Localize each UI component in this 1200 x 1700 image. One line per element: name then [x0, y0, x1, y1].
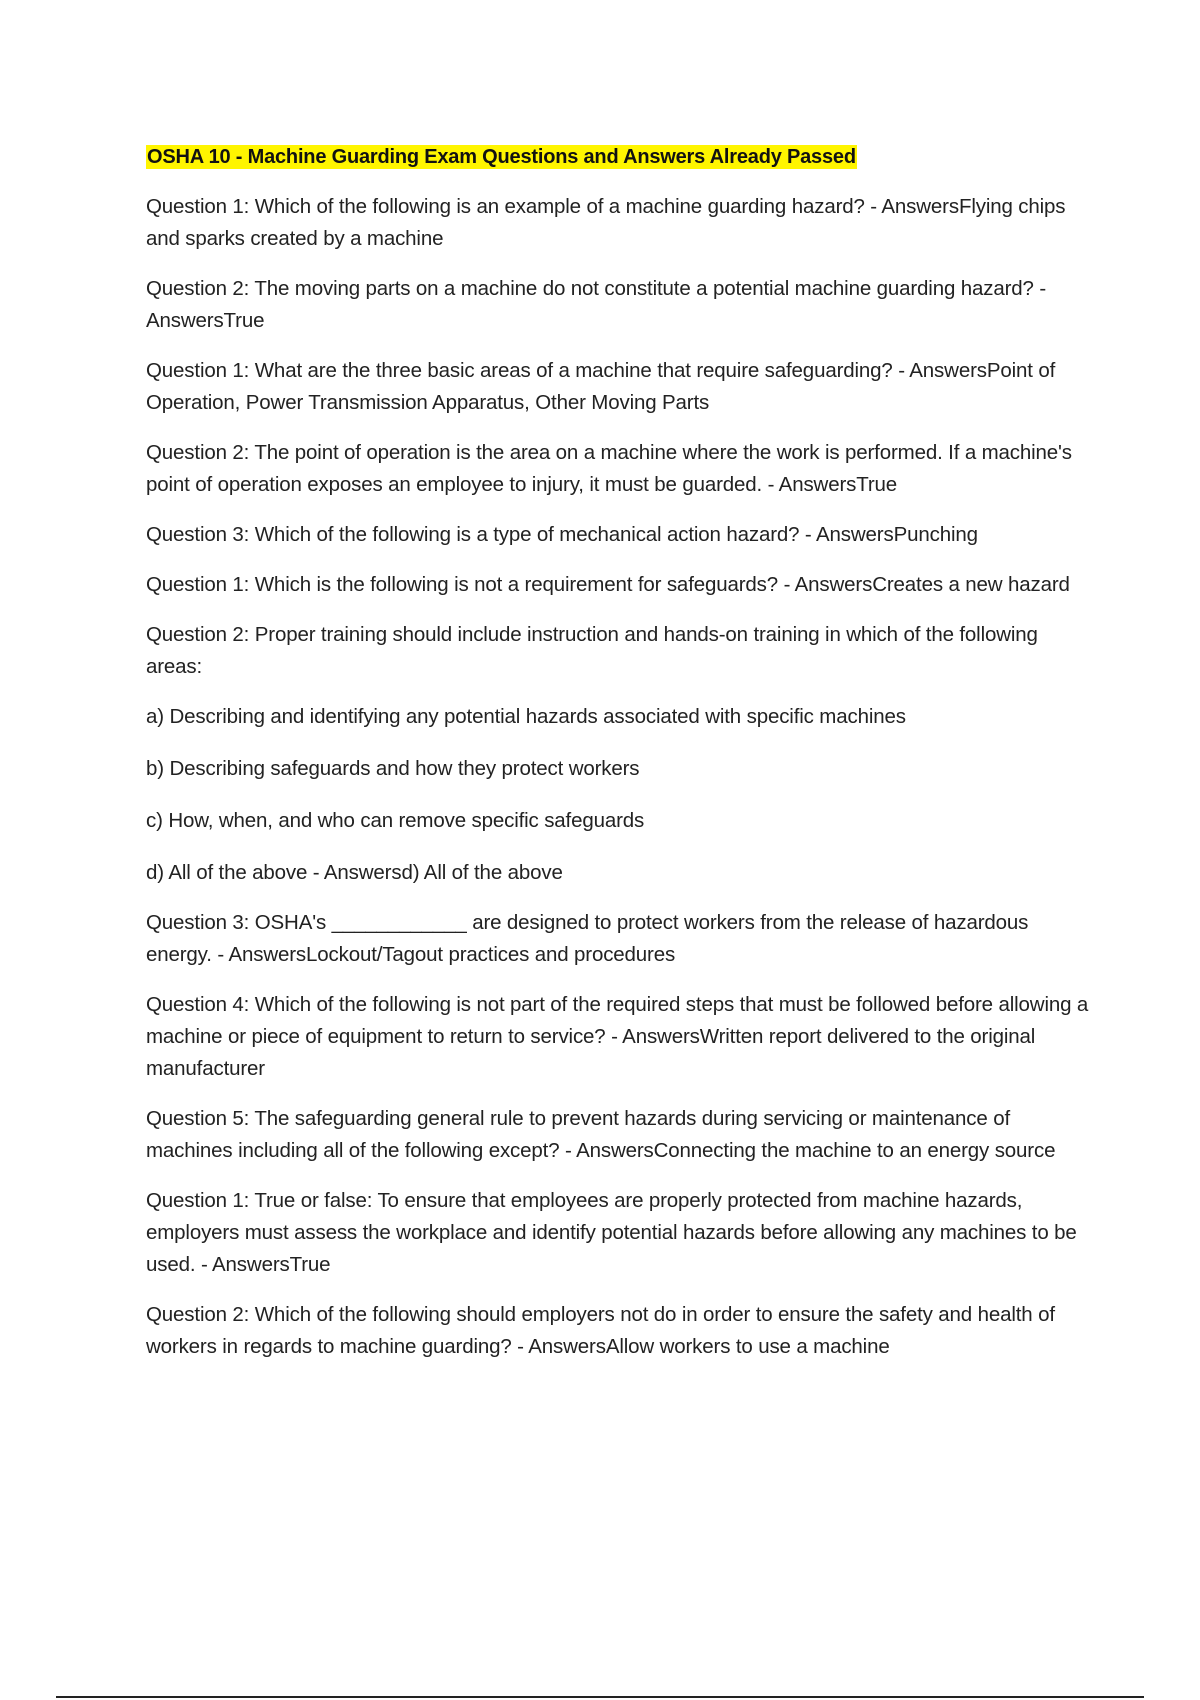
page-title: OSHA 10 - Machine Guarding Exam Questions and Answers Already Passed [147, 146, 856, 168]
question-paragraph: Question 3: Which of the following is a type of mechanical action hazard? - AnswersPunching [146, 523, 978, 546]
question-paragraph: Question 2: The moving parts on a machine do not constitute a potential machine guarding hazard? - AnswersTrue [146, 277, 1047, 332]
page-bottom-divider [56, 1696, 1144, 1698]
question-paragraph: Question 1: Which is the following is not a requirement for safeguards? - AnswersCreates a new hazard [146, 573, 1070, 596]
document-body [146, 142, 1091, 1381]
title-wrapper [146, 142, 1091, 174]
question-paragraph: Question 2: The point of operation is the area on a machine where the work is performed. If a machine's point of operation exposes an employee to injury, it must be guarded. - AnswersTrue [146, 441, 1072, 496]
answer-option: c) How, when, and who can remove specific safeguards [146, 809, 645, 832]
question-paragraph: Question 1: What are the three basic areas of a machine that require safeguarding? - AnswersPoint of Operation, Power Transmission Apparatus, Other Moving Parts [146, 359, 1056, 414]
question-paragraph: Question 1: Which of the following is an example of a machine guarding hazard? - AnswersFlying chips and sparks created by a machine [146, 195, 1066, 250]
question-paragraph: Question 2: Which of the following should employers not do in order to ensure the safety and health of workers in regards to machine guarding? - AnswersAllow workers to use a machine [146, 1303, 1055, 1358]
question-paragraph: Question 3: OSHA's ____________ are designed to protect workers from the release of hazardous energy. - AnswersLockout/Tagout practices and procedures [146, 911, 1029, 966]
question-paragraph: Question 5: The safeguarding general rule to prevent hazards during servicing or maintenance of machines including all of the following except? - AnswersConnecting the machine to an energy source [146, 1107, 1056, 1162]
question-paragraph: Question 4: Which of the following is not part of the required steps that must be followed before allowing a machine or piece of equipment to return to service? - AnswersWritten report delivered to the original manufacturer [146, 993, 1089, 1080]
answer-option: a) Describing and identifying any potential hazards associated with specific machines [146, 705, 906, 728]
question-paragraph: Question 2: Proper training should include instruction and hands-on training in which of the following areas: [146, 623, 1038, 678]
question-paragraph: Question 1: True or false: To ensure that employees are properly protected from machine hazards, employers must assess the workplace and identify potential hazards before allowing any machines to be used. - AnswersTrue [146, 1189, 1077, 1276]
answer-option: d) All of the above - Answersd) All of the above [146, 861, 563, 884]
answer-option: b) Describing safeguards and how they protect workers [146, 757, 640, 780]
